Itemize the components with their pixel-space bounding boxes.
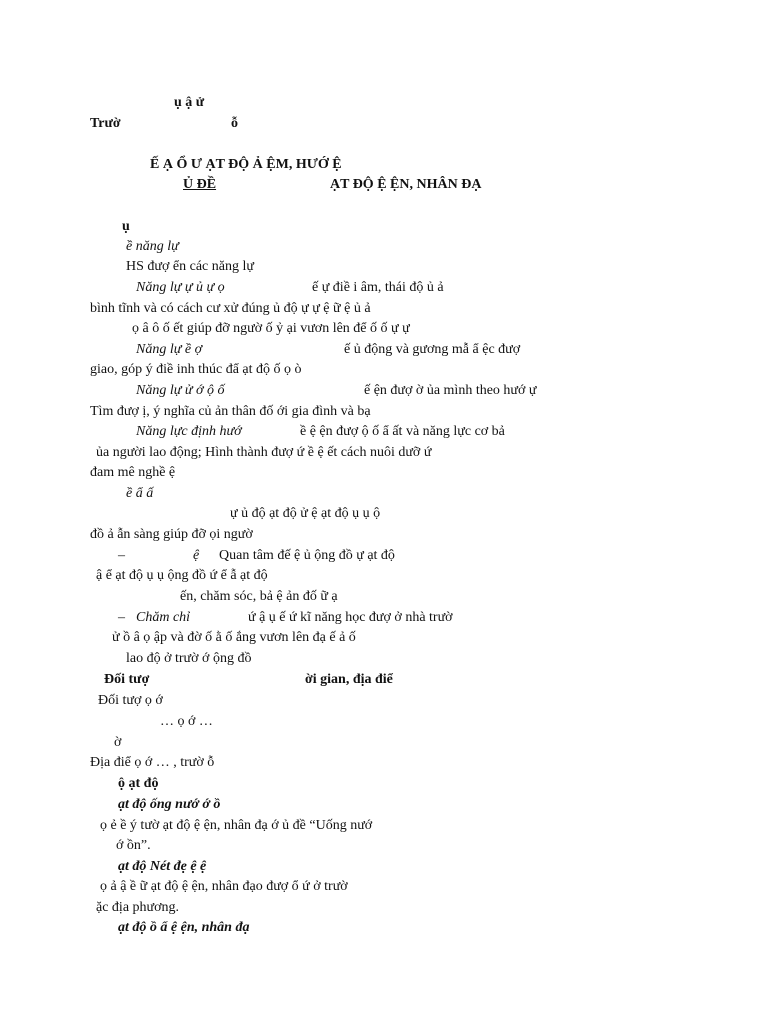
activity-2-text-line2: ặc địa phương.: [96, 900, 180, 915]
subsection-competencies: ề năng lự: [126, 239, 179, 254]
competency-2-name: Năng lự ề ợ: [136, 342, 203, 357]
document-title-topic: Ủ ĐỀ: [183, 177, 217, 192]
competency-3-text: ế ện đượ ờ ủa mình theo hướ ự: [364, 383, 537, 398]
section-participants-heading: Đối tượ: [104, 672, 150, 687]
document-title: Ế Ạ Ổ Ư ẠT ĐỘ Ả ỆM, HƯỚ Ệ: [150, 157, 342, 172]
competency-3-text-line2: Tìm đượ ị, ý nghĩa củ ản thân đố ới gia đình và bạ: [90, 404, 371, 419]
activity-1-text-line2: ớ ồn”.: [116, 838, 151, 853]
quality-2-dash: –: [118, 548, 125, 563]
activity-3-heading: ạt độ ồ ẩ ệ ện, nhân đạ: [118, 920, 250, 935]
quality-1-text: ự ủ độ ạt độ ử ệ ạt độ ụ ụ ộ: [230, 506, 381, 521]
competency-2-text-line2: giao, góp ý điề inh thúc đẩ ạt độ ố ọ ò: [90, 362, 302, 377]
competencies-intro: HS đượ ển các năng lự: [126, 259, 254, 274]
school-header-line1: ụ ậ ử: [174, 95, 205, 110]
quality-3-name: Chăm chỉ: [136, 610, 191, 625]
activity-1-text: ọ ẻ ề ý tườ ạt độ ệ ện, nhân đạ ớ ủ đề “Uống nướ: [100, 818, 373, 833]
section-time-place-heading: ời gian, địa điể: [305, 672, 393, 687]
participants-detail: … ọ ớ …: [160, 714, 213, 729]
competency-1-name: Năng lự ự ủ ự ọ: [136, 280, 225, 295]
participants-text: Đối tượ ọ ớ: [98, 693, 163, 708]
quality-3-text-line3: lao độ ở trườ ớ ộng đồ: [126, 651, 252, 666]
section-activities-heading: ộ ạt độ: [118, 776, 159, 791]
school-name-suffix: ỗ: [231, 116, 238, 131]
competency-3-name: Năng lự ử ớ ộ ố: [136, 383, 225, 398]
competency-4-text-line3: đam mê nghề ệ: [90, 465, 176, 480]
quality-3-text: ứ ậ ụ ế ứ kĩ năng học đượ ở nhà trườ: [248, 610, 453, 625]
quality-3-text-line2: ử ồ â ọ ập và đờ ố ằ ố ắng vươn lên đạ ế ả ố: [112, 630, 356, 645]
competency-1-text: ế ự điề i âm, thái độ ủ ả: [312, 280, 444, 295]
quality-3-dash: –: [118, 610, 125, 625]
quality-2-text-line2: ậ ể ạt độ ụ ụ ộng đồ ứ ể ẫ ạt độ: [96, 568, 268, 583]
activity-1-heading: ạt độ ống nướ ớ ồ: [118, 797, 221, 812]
section-objectives-heading: ụ: [122, 219, 130, 234]
competency-4-name: Năng lực định hướ: [136, 424, 242, 439]
competency-1-text-line2: bình tĩnh và có cách cư xử đúng ủ độ ự ự ệ ữ ệ ủ ả: [90, 301, 371, 316]
quality-1-text-line2: đồ ả ẫn sàng giúp đỡ ọi ngườ: [90, 527, 253, 542]
quality-2-text-line3: ến, chăm sóc, bả ệ ản đố ữ ạ: [180, 589, 338, 604]
school-name-label: Trườ: [90, 116, 121, 131]
subsection-qualities: ề ẩ ấ: [126, 486, 154, 501]
quality-2-name: ệ: [193, 548, 200, 563]
place-text: Địa điể ọ ớ … , trườ ỗ: [90, 755, 215, 770]
competency-1-text-line3: ọ â ô ố ết giúp đỡ ngườ ố ỷ ại vươn lên để ố ố ự ự: [132, 321, 410, 336]
quality-2-text: Quan tâm đế ệ ủ ộng đồ ự ạt độ: [219, 548, 395, 563]
document-title-line2: ẠT ĐỘ Ệ ỆN, NHÂN ĐẠ: [330, 177, 482, 192]
competency-4-text: ề ệ ện đượ ộ ố ẩ ất và năng lực cơ bả: [300, 424, 505, 439]
activity-2-text: ọ ả ậ ề ữ ạt độ ệ ện, nhân đạo đượ ổ ứ ở trườ: [100, 879, 348, 894]
activity-2-heading: ạt độ Nét đẹ ệ ệ: [118, 859, 207, 874]
time-text: ờ: [114, 735, 122, 750]
competency-2-text: ế ủ động và gương mẫ ẩ ệc đượ: [344, 342, 521, 357]
competency-4-text-line2: ủa người lao động; Hình thành đượ ứ ề ệ ết cách nuôi dưỡ ứ: [96, 445, 432, 460]
